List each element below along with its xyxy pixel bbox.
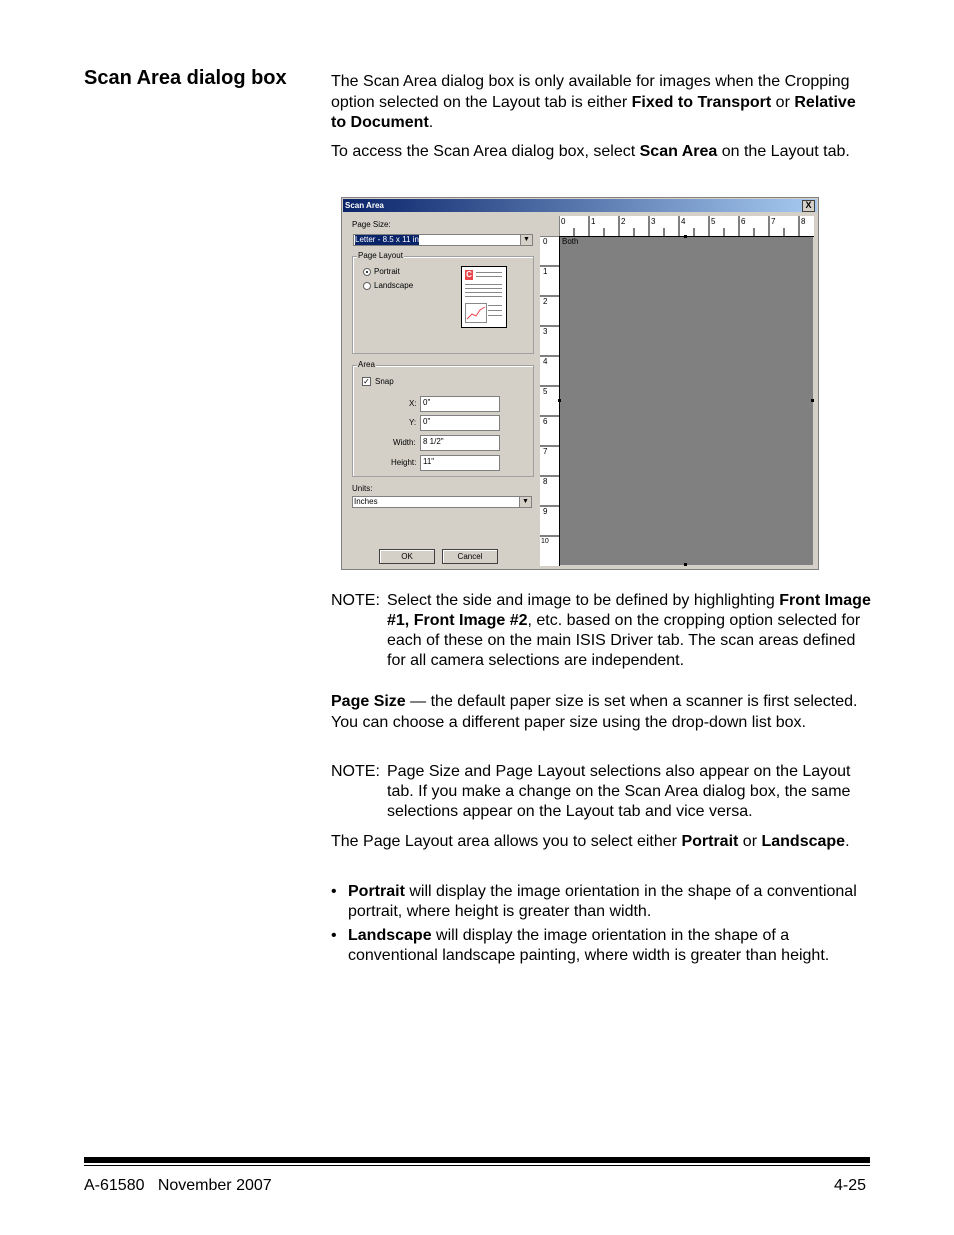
close-button[interactable]: X — [802, 200, 815, 212]
text: Page Size and Page Layout selections also appear on the Layout tab. If you make a change on the Scan Area dialog box, the same selections appear on the Layout tab and vice versa. — [387, 763, 851, 820]
y-field[interactable]: 0" — [420, 415, 500, 431]
chevron-down-icon: ▼ — [520, 235, 532, 245]
text: or — [738, 833, 762, 850]
page-layout-label: Page Layout — [358, 251, 403, 260]
ruler-top-0: 0 — [561, 217, 566, 226]
bullet-landscape — [331, 926, 876, 966]
width-label: Width: — [393, 438, 416, 447]
text: . — [845, 833, 850, 850]
text: The Scan Area dialog box is only available for images when the Cropping option selected on the Layout tab is either — [331, 73, 850, 111]
resize-handle[interactable] — [811, 399, 814, 402]
portrait-preview-icon: C — [461, 266, 507, 328]
page-size-paragraph — [331, 692, 871, 733]
area-group — [352, 360, 534, 477]
ruler-left-4: 4 — [543, 357, 548, 366]
footer-doc-info: A-61580 November 2007 — [84, 1177, 272, 1194]
units-dropdown[interactable] — [352, 496, 532, 508]
bold-text: Page Size — [331, 693, 406, 710]
ok-button[interactable]: OK — [379, 549, 435, 564]
text: , etc. based on the cropping option selected for each of these on the main ISIS Driver tab. The scan areas defined for all camera selections are independent. — [387, 612, 861, 669]
note-page-size — [331, 762, 876, 822]
x-label: X: — [409, 399, 417, 408]
text: will display the image orientation in the shape of a conventional portrait, where height is greater than width. — [348, 883, 857, 920]
landscape-label: Landscape — [374, 281, 414, 290]
ruler-left-2: 2 — [543, 297, 548, 306]
footer-rule — [84, 1157, 870, 1163]
ruler-top-2: 2 — [621, 217, 626, 226]
text: on the Layout tab. — [717, 143, 850, 160]
ruler-left-6: 6 — [543, 417, 548, 426]
dialog-titlebar — [343, 199, 817, 212]
bold-text: Portrait — [681, 833, 739, 850]
scan-area-rectangle[interactable] — [560, 237, 813, 565]
bold-text: Portrait — [348, 883, 405, 900]
snap-checkbox[interactable]: ✓ — [363, 377, 370, 386]
top-ruler — [559, 216, 814, 237]
ruler-left-0: 0 — [543, 237, 548, 246]
section-heading: Scan Area dialog box — [84, 67, 287, 89]
ruler-left-1: 1 — [543, 267, 548, 276]
intro-paragraph-1 — [331, 72, 871, 134]
page-layout-group — [352, 251, 534, 354]
snap-label: Snap — [375, 377, 394, 386]
preview-side-label: Both — [562, 237, 579, 246]
bold-text: Landscape — [761, 833, 846, 850]
ruler-left-10: 10 — [541, 538, 549, 545]
y-label: Y: — [409, 418, 417, 427]
text: the default paper size is set when a scanner is first selected. You can choose a different paper size using the drop-down list box. — [331, 693, 858, 731]
text: or — [771, 93, 795, 111]
height-label: Height: — [391, 458, 417, 467]
ruler-left-7: 7 — [543, 447, 548, 456]
bold-text: Scan Area — [639, 143, 718, 160]
ruler-top-3: 3 — [651, 217, 656, 226]
text: will display the image orientation in the shape of a conventional landscape painting, where width is greater than height. — [348, 927, 830, 964]
bullet-icon: • — [331, 883, 337, 900]
height-field[interactable]: 11" — [420, 455, 500, 471]
note-label: NOTE: — [331, 763, 380, 780]
bold-text: Relative to Document — [331, 93, 856, 131]
bold-text: Landscape — [348, 927, 432, 944]
ruler-top-6: 6 — [741, 217, 746, 226]
resize-handle[interactable] — [684, 235, 687, 238]
cancel-button[interactable]: Cancel — [442, 549, 498, 564]
page-size-dropdown[interactable] — [353, 234, 533, 246]
resize-handle[interactable] — [558, 399, 561, 402]
bullet-portrait — [331, 882, 876, 922]
text: — — [405, 693, 431, 710]
ruler-left-8: 8 — [543, 477, 548, 486]
chevron-down-icon: ▼ — [519, 497, 531, 507]
ruler-left-9: 9 — [543, 507, 548, 516]
dialog-title: Scan Area — [345, 201, 384, 210]
resize-handle[interactable] — [684, 563, 687, 566]
ruler-left-5: 5 — [543, 387, 548, 396]
page-size-value: Letter - 8.5 x 11 in — [355, 235, 419, 244]
text: To access the Scan Area dialog box, select — [331, 143, 640, 160]
left-ruler — [540, 236, 560, 566]
landscape-radio[interactable] — [363, 282, 371, 290]
bold-text: Fixed to Transport — [631, 93, 772, 111]
footer-rule-thin — [84, 1165, 870, 1166]
portrait-radio[interactable] — [363, 268, 371, 276]
page-size-label: Page Size: — [352, 220, 391, 229]
ruler-left-3: 3 — [543, 327, 548, 336]
note-label: NOTE: — [331, 592, 380, 609]
bold-text: Front Image #1, Front Image #2 — [387, 592, 871, 629]
text: The Page Layout area allows you to select either — [331, 833, 682, 850]
text: Select the side and image to be defined by highlighting — [387, 592, 780, 609]
intro-paragraph-2 — [331, 142, 871, 163]
area-label: Area — [358, 360, 375, 369]
text: . — [428, 114, 434, 131]
note-cropping — [331, 591, 876, 671]
ruler-top-8: 8 — [801, 217, 806, 226]
page-layout-paragraph — [331, 832, 871, 853]
portrait-label: Portrait — [374, 267, 400, 276]
bullet-icon: • — [331, 927, 337, 944]
x-field[interactable]: 0" — [420, 396, 500, 412]
ruler-top-1: 1 — [591, 217, 596, 226]
ruler-top-5: 5 — [711, 217, 716, 226]
units-label: Units: — [352, 484, 373, 493]
width-field[interactable]: 8 1/2" — [420, 435, 500, 451]
units-value: Inches — [354, 497, 378, 506]
ruler-top-4: 4 — [681, 217, 686, 226]
footer-page-number: 4-25 — [833, 1177, 866, 1194]
ruler-top-7: 7 — [771, 217, 776, 226]
